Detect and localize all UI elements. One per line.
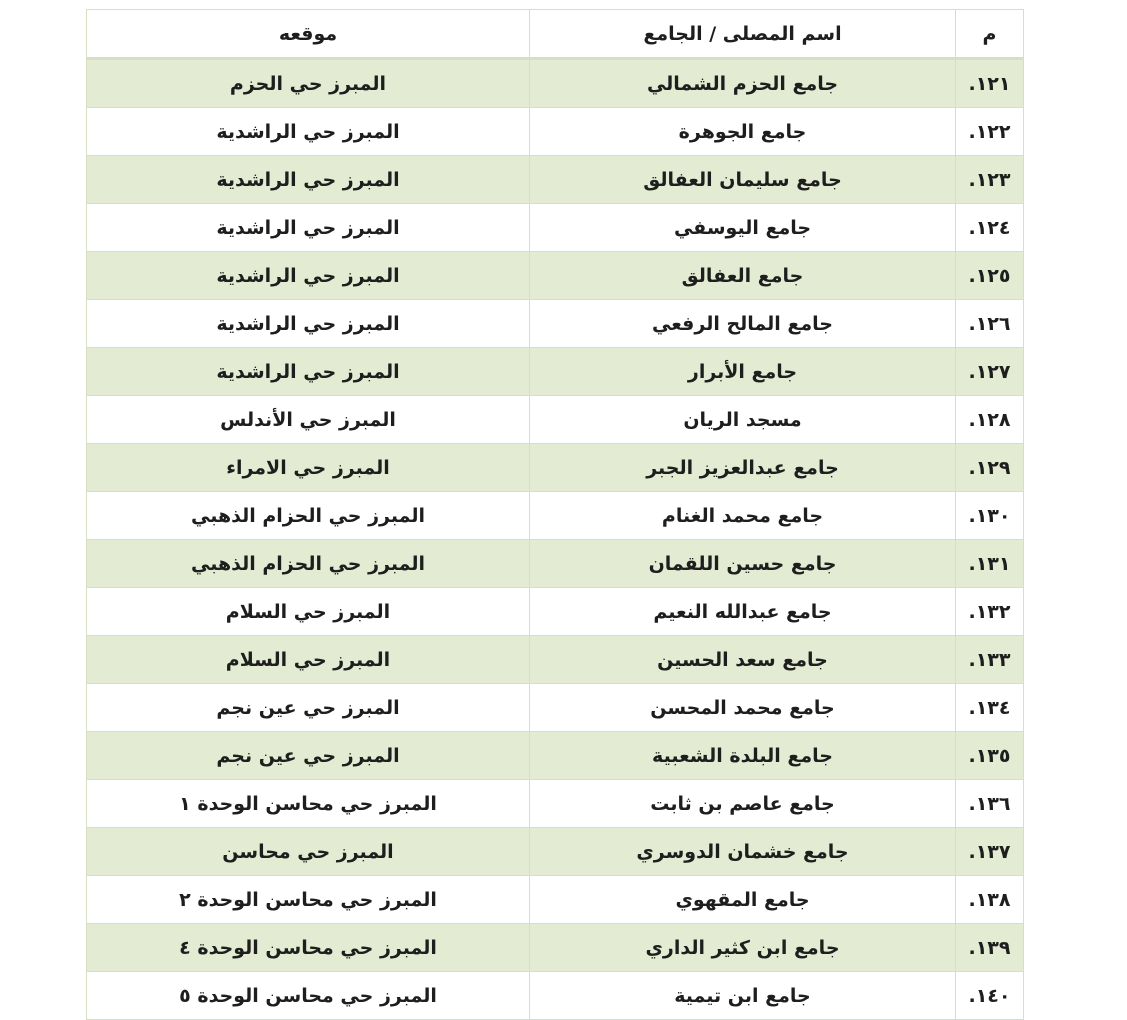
row-number: ١٣١. — [956, 540, 1024, 588]
row-number: ١٢٩. — [956, 444, 1024, 492]
row-number: ١٢٨. — [956, 396, 1024, 444]
mosque-location: المبرز حي الراشدية — [87, 252, 530, 300]
row-number: ١٣٢. — [956, 588, 1024, 636]
mosque-location: المبرز حي الراشدية — [87, 108, 530, 156]
mosque-location: المبرز حي الراشدية — [87, 204, 530, 252]
mosque-location: المبرز حي الحزم — [87, 59, 530, 108]
mosque-location: المبرز حي الراشدية — [87, 348, 530, 396]
mosque-location: المبرز حي الراشدية — [87, 156, 530, 204]
mosque-location: المبرز حي الحزام الذهبي — [87, 540, 530, 588]
table-row — [87, 828, 1024, 876]
mosque-table — [86, 9, 1024, 1020]
mosque-name: جامع المقهوي — [530, 876, 956, 924]
table-row — [87, 732, 1024, 780]
mosque-name: جامع العفالق — [530, 252, 956, 300]
table-row — [87, 252, 1024, 300]
table-row — [87, 492, 1024, 540]
table-row — [87, 636, 1024, 684]
header-location: موقعه — [87, 10, 530, 59]
mosque-name: جامع محمد المحسن — [530, 684, 956, 732]
row-number: ١٢٦. — [956, 300, 1024, 348]
table-row — [87, 684, 1024, 732]
header-row — [87, 10, 1024, 59]
mosque-name: جامع عاصم بن ثابت — [530, 780, 956, 828]
table-row — [87, 156, 1024, 204]
mosque-location: المبرز حي الحزام الذهبي — [87, 492, 530, 540]
row-number: ١٢٢. — [956, 108, 1024, 156]
row-number: ١٢٤. — [956, 204, 1024, 252]
row-number: ١٢٥. — [956, 252, 1024, 300]
table-row — [87, 396, 1024, 444]
mosque-location: المبرز حي السلام — [87, 636, 530, 684]
mosque-location: المبرز حي محاسن الوحدة ٥ — [87, 972, 530, 1020]
table-body — [87, 59, 1024, 1020]
row-number: ١٣٩. — [956, 924, 1024, 972]
row-number: ١٢٣. — [956, 156, 1024, 204]
table-row — [87, 780, 1024, 828]
row-number: ١٣٧. — [956, 828, 1024, 876]
table-row — [87, 540, 1024, 588]
mosque-name: جامع البلدة الشعبية — [530, 732, 956, 780]
mosque-location: المبرز حي الامراء — [87, 444, 530, 492]
table-row — [87, 300, 1024, 348]
table-header — [87, 10, 1024, 59]
mosque-name: جامع سعد الحسين — [530, 636, 956, 684]
table-row — [87, 588, 1024, 636]
mosque-location: المبرز حي عين نجم — [87, 684, 530, 732]
row-number: ١٣٤. — [956, 684, 1024, 732]
table-row — [87, 444, 1024, 492]
row-number: ١٣٣. — [956, 636, 1024, 684]
mosque-name: جامع ابن تيمية — [530, 972, 956, 1020]
mosque-name: جامع خشمان الدوسري — [530, 828, 956, 876]
row-number: ١٣٦. — [956, 780, 1024, 828]
table-row — [87, 876, 1024, 924]
row-number: ١٣٨. — [956, 876, 1024, 924]
mosque-name: جامع حسين اللقمان — [530, 540, 956, 588]
table-row — [87, 108, 1024, 156]
mosque-location: المبرز حي عين نجم — [87, 732, 530, 780]
mosque-location: المبرز حي محاسن الوحدة ٤ — [87, 924, 530, 972]
mosque-name: جامع اليوسفي — [530, 204, 956, 252]
row-number: ١٢١. — [956, 59, 1024, 108]
header-number: م — [956, 10, 1024, 59]
mosque-name: جامع محمد الغنام — [530, 492, 956, 540]
row-number: ١٣٠. — [956, 492, 1024, 540]
mosque-name: جامع الحزم الشمالي — [530, 59, 956, 108]
table-row — [87, 59, 1024, 108]
table-row — [87, 204, 1024, 252]
table-row — [87, 972, 1024, 1020]
mosque-location: المبرز حي محاسن الوحدة ٢ — [87, 876, 530, 924]
table-row — [87, 348, 1024, 396]
mosque-name: جامع الأبرار — [530, 348, 956, 396]
mosque-name: جامع عبدالعزيز الجبر — [530, 444, 956, 492]
mosque-location: المبرز حي محاسن — [87, 828, 530, 876]
mosque-location: المبرز حي السلام — [87, 588, 530, 636]
mosque-name: جامع سليمان العفالق — [530, 156, 956, 204]
row-number: ١٣٥. — [956, 732, 1024, 780]
mosque-location: المبرز حي محاسن الوحدة ١ — [87, 780, 530, 828]
header-name: اسم المصلى / الجامع — [530, 10, 956, 59]
mosque-name: جامع عبدالله النعيم — [530, 588, 956, 636]
table-row — [87, 924, 1024, 972]
mosque-name: جامع ابن كثير الداري — [530, 924, 956, 972]
mosque-name: جامع الجوهرة — [530, 108, 956, 156]
row-number: ١٢٧. — [956, 348, 1024, 396]
mosque-location: المبرز حي الأندلس — [87, 396, 530, 444]
mosque-name: جامع المالح الرفعي — [530, 300, 956, 348]
mosque-location: المبرز حي الراشدية — [87, 300, 530, 348]
row-number: ١٤٠. — [956, 972, 1024, 1020]
mosque-name: مسجد الريان — [530, 396, 956, 444]
